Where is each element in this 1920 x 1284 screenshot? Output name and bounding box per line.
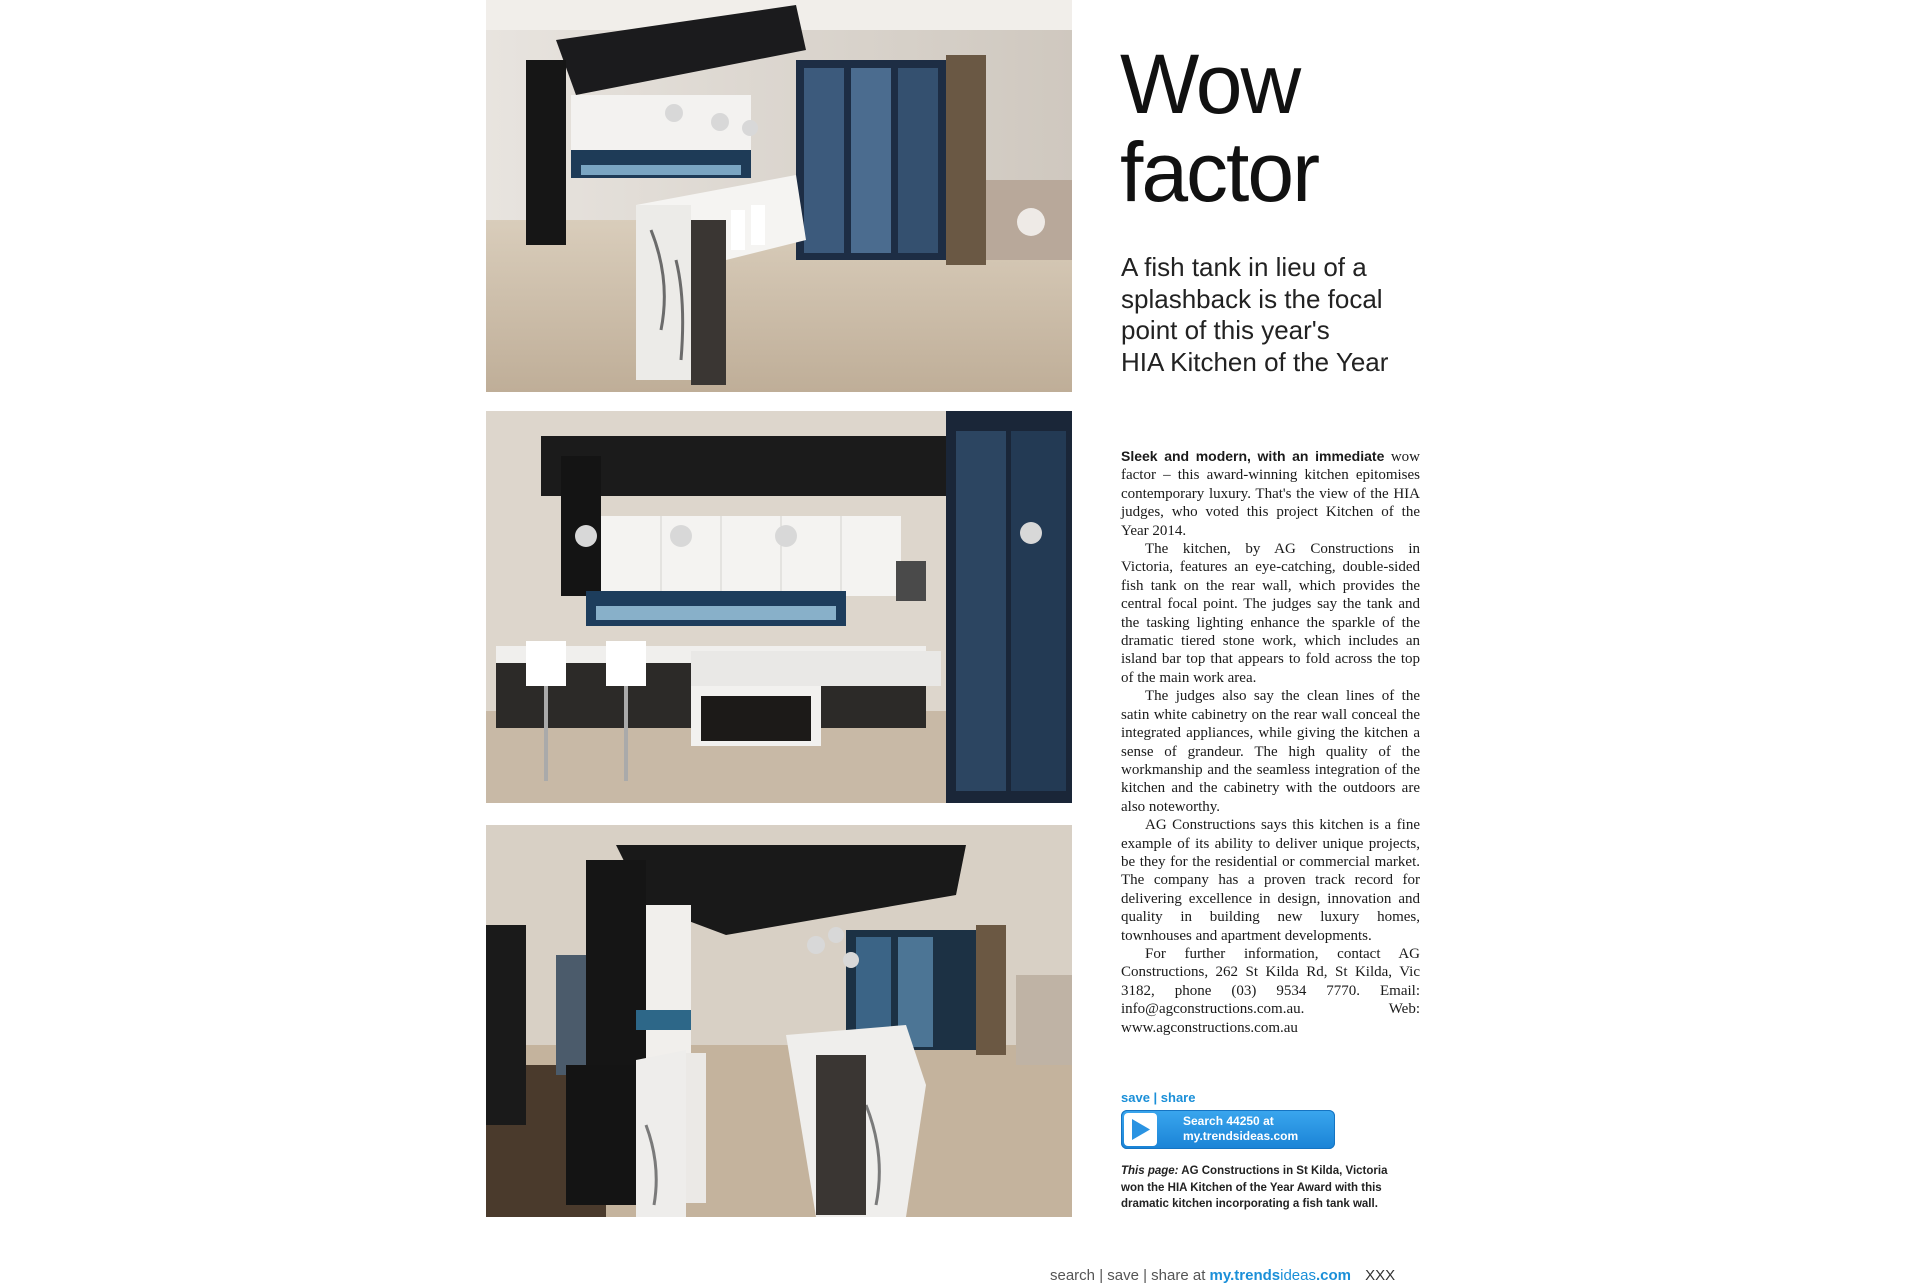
caption-line [1121,1163,1421,1180]
footer-url-part[interactable]: my.trends [1209,1267,1281,1284]
caption-text: AG Constructions in St Kilda, Victoria [1181,1165,1388,1177]
search-button-label [1183,1114,1298,1144]
footer-text: search | save | share at [1050,1267,1206,1284]
caption-line: won the HIA Kitchen of the Year Award with this [1121,1181,1382,1194]
kitchen-photo-2 [486,411,1072,803]
kitchen-photo-1 [486,0,1072,392]
save-share-link[interactable]: save | share [1121,1090,1196,1105]
lead-in: Sleek and modern, with an immediate [1121,448,1385,464]
search-button[interactable] [1121,1110,1335,1149]
photo-caption [1121,1163,1421,1213]
page-footer [1050,1267,1395,1284]
headline-line: Wow [1120,37,1300,131]
standfirst-line: splashback is the focal [1121,283,1383,314]
standfirst [1121,252,1421,378]
body-paragraph: For further information, contact AG Constructions, 262 St Kilda Rd, St Kilda, Vic 3182, phone (03) 9534 7770. Email: info@agconstructions.com.au. Web: www.agconstructions.com.au [1121,945,1420,1036]
kitchen-photo-3 [486,825,1072,1217]
play-icon [1124,1113,1157,1146]
caption-line: dramatic kitchen incorporating a fish tank wall. [1121,1198,1378,1210]
footer-url-part[interactable]: ideas [1280,1267,1316,1284]
caption-label: This page: [1121,1165,1179,1177]
headline [1120,37,1420,219]
headline-line: factor [1120,125,1319,219]
article-body [1121,447,1420,1037]
page-number: XXX [1365,1267,1396,1284]
standfirst-line: A fish tank in lieu of a [1121,252,1367,282]
body-paragraph [1121,447,1420,540]
standfirst-line: point of this year's [1121,315,1330,345]
body-paragraph: AG Constructions says this kitchen is a fine example of its ability to deliver unique projects, be they for the residential or commercial market. The company has a proven track record for delivering excellence in design, innovation and quality in building new luxury homes, townhouses and apartment developments. [1121,817,1420,944]
body-text: wow factor – this award-winning kitchen epitomises contemporary luxury. That's the view of the HIA judges, who voted this project Kitchen of the Year 2014. [1121,449,1421,539]
footer-url-part[interactable]: .com [1315,1267,1351,1284]
body-paragraph: The kitchen, by AG Constructions in Victoria, features an eye-catching, double-sided fish tank on the rear wall, which provides the central focal point. The judges say the tank and the tasking lighting enhance the sparkle of the dramatic tiered stone work, which includes an island bar top that appears to fold across the top of the main work area. [1121,541,1420,686]
standfirst-line: HIA Kitchen of the Year [1121,346,1389,377]
search-button-line: Search 44250 at [1183,1114,1274,1128]
search-button-line: my.trendsideas.com [1183,1129,1299,1143]
body-paragraph: The judges also say the clean lines of the satin white cabinetry on the rear wall conceal the integrated appliances, while giving the kitchen a sense of grandeur. The high quality of the workmanship and the seamless integration of the kitchen and the cabinetry with the outdoors are also noteworthy. [1121,688,1420,815]
